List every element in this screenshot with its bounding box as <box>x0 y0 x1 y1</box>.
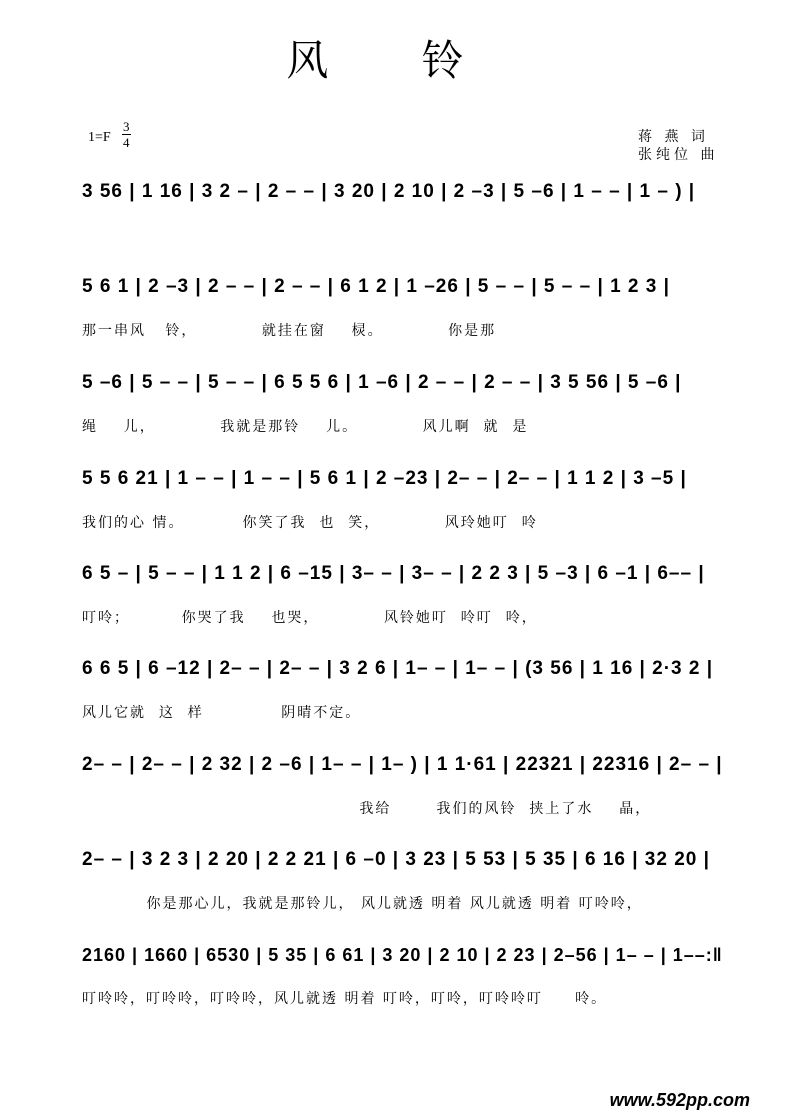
lyrics-line: 绳 儿， 我就是那铃 儿。 风儿啊 就 是 <box>82 419 529 435</box>
lyrics-line: 你是那心儿，我就是那铃儿， 风儿就透 明着 风儿就透 明着 叮呤呤， <box>82 896 643 912</box>
time-signature <box>122 119 131 150</box>
notation-line: 6 6 5 | 6 –12 | 2– – | 2– – | 3 2 6 | 1– – | 1– – | (3 56 | 1 16 | 2·3 2 | <box>82 658 714 679</box>
lyrics-line: 我给 我们的风铃 挟上了水 晶， <box>82 801 652 817</box>
lyrics-line: 叮呤； 你哭了我 也哭， 风铃她叮 呤叮 呤， <box>82 610 538 626</box>
notation-line: 5 6 1 | 2 –3 | 2 – – | 2 – – | 6 1 2 | 1 –26 | 5 – – | 5 – – | 1 2 3 | <box>82 276 670 297</box>
meter-bottom: 4 <box>123 135 130 150</box>
lyrics-line: 叮呤呤，叮呤呤，叮呤呤，风儿就透 明着 叮呤，叮呤，叮呤呤叮 呤。 <box>82 991 608 1007</box>
lyrics-line: 风儿它就 这 样 阴晴不定。 <box>82 705 362 721</box>
key-signature: 1=F <box>88 130 111 145</box>
composer: 张纯位 曲 <box>638 147 719 163</box>
credits <box>638 128 718 164</box>
notation-line: 5 5 6 21 | 1 – – | 1 – – | 5 6 1 | 2 –23 | 2– – | 2– – | 1 1 2 | 3 –5 | <box>82 468 687 489</box>
notation-line: 6 5 – | 5 – – | 1 1 2 | 6 –15 | 3– – | 3– – | 2 2 3 | 5 –3 | 6 –1 | 6–– | <box>82 563 705 584</box>
notation-line: 3 56 | 1 16 | 3 2 – | 2 – – | 3 20 | 2 10 | 2 –3 | 5 –6 | 1 – – | 1 – ) | <box>82 181 696 202</box>
lyrics-line: 我们的心 情。 你笑了我 也 笑， 风玲她叮 呤 <box>82 515 538 531</box>
notation-line: 2160 | 1660 | 6530 | 5 35 | 6 61 | 3 20 | 2 10 | 2 23 | 2–56 | 1– – | 1––:‖ <box>82 945 723 965</box>
notation-line: 5 –6 | 5 – – | 5 – – | 6 5 5 6 | 1 –6 | 2 – – | 2 – – | 3 5 56 | 5 –6 | <box>82 372 682 393</box>
meter-top: 3 <box>123 119 130 134</box>
notation-line: 2– – | 3 2 3 | 2 20 | 2 2 21 | 6 –0 | 3 23 | 5 53 | 5 35 | 6 16 | 32 20 | <box>82 849 710 870</box>
song-title: 风 铃 <box>286 36 504 85</box>
notation-line: 2– – | 2– – | 2 32 | 2 –6 | 1– – | 1– ) | 1 1·61 | 22321 | 22316 | 2– – | <box>82 754 723 775</box>
lyrics-line: 那一串风 铃， 就挂在窗 棂。 你是那 <box>82 323 497 339</box>
site-watermark: www.592pp.com <box>609 1090 750 1110</box>
lyricist: 蒋 燕 词 <box>638 129 709 145</box>
